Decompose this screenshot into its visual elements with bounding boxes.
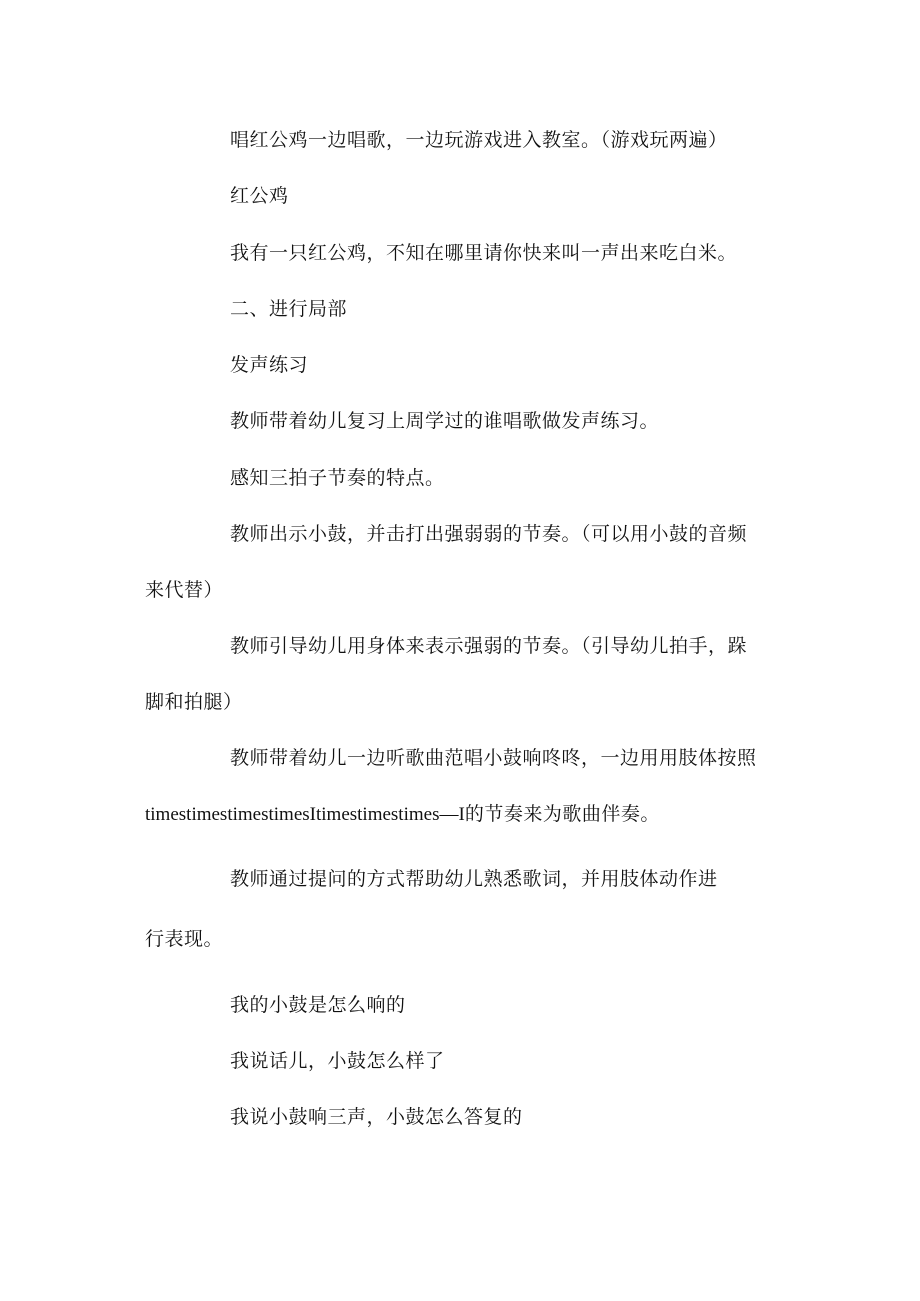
section-heading: 二、进行局部 — [230, 298, 348, 320]
paragraph-line: 教师出示小鼓，并击打出强弱弱的节奏。（可以用小鼓的音频 — [230, 523, 748, 545]
question-line: 我的小鼓是怎么响的 — [230, 994, 406, 1016]
paragraph-line: 行表现。 — [145, 928, 224, 950]
paragraph-line: 教师带着幼儿一边听歌曲范唱小鼓响咚咚，一边用用肢体按照 — [230, 747, 757, 769]
paragraph-line: 脚和拍腿） — [145, 691, 243, 713]
song-title: 红公鸡 — [230, 185, 289, 207]
rhythm-caption: 的节奏来为歌曲伴奏。 — [464, 803, 660, 825]
rhythm-line — [145, 802, 660, 827]
question-line: 我说小鼓响三声，小鼓怎么答复的 — [230, 1106, 523, 1128]
question-line: 我说话儿，小鼓怎么样了 — [230, 1050, 445, 1072]
song-lyrics: 我有一只红公鸡，不知在哪里请你快来叫一声出来吃白米。 — [230, 242, 738, 264]
subheading: 感知三拍子节奏的特点。 — [230, 467, 445, 489]
rhythm-pattern: timestimestimestimesItimestimestimes—I — [145, 804, 465, 825]
paragraph-line: 来代替） — [145, 579, 224, 601]
subheading: 发声练习 — [230, 354, 309, 376]
paragraph-line: 教师引导幼儿用身体来表示强弱的节奏。（引导幼儿拍手，跺 — [230, 635, 748, 657]
paragraph-line: 唱红公鸡一边唱歌，一边玩游戏进入教室。（游戏玩两遍） — [230, 129, 728, 151]
paragraph-line: 教师通过提问的方式帮助幼儿熟悉歌词，并用肢体动作进 — [230, 868, 718, 890]
paragraph-line: 教师带着幼儿复习上周学过的谁唱歌做发声练习。 — [230, 410, 660, 432]
